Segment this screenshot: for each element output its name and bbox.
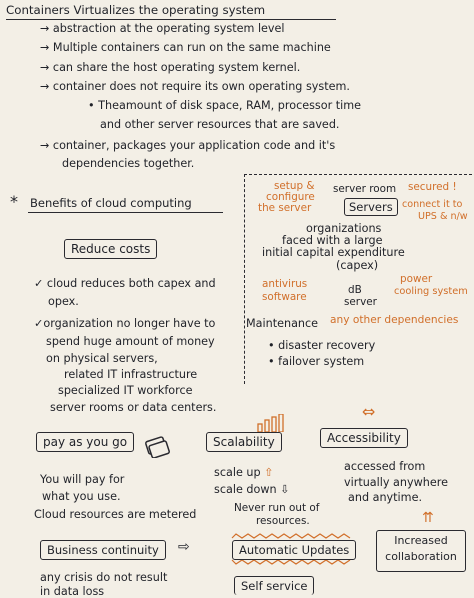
crisis-line-1: any crisis do not result: [40, 571, 168, 584]
double-arrow-icon: ⇔: [362, 402, 376, 421]
cost-point-2-l5: specialized IT workforce: [58, 384, 193, 397]
failover-text: failover system: [278, 355, 365, 368]
servers-box: Servers: [344, 198, 398, 216]
server-room-label: server room: [333, 183, 397, 195]
container-line-5: → container, packages your application code and it's: [40, 139, 336, 152]
self-service-box: Self service: [234, 576, 314, 595]
cost-point-2-l3: on physical servers,: [46, 352, 158, 365]
access-line-1: accessed from: [344, 460, 426, 473]
other-dependencies-label: any other dependencies: [330, 314, 459, 326]
container-line-2: → Multiple containers can run on the same machine: [40, 41, 331, 54]
container-line-1: → abstraction at the operating system level: [40, 22, 285, 35]
panel-left-border: [244, 174, 245, 384]
never-run-out-2: resources.: [256, 515, 310, 527]
scale-down-text: scale down: [214, 483, 277, 496]
scale-up-text: scale up: [214, 466, 261, 479]
org-line-2: faced with a large: [282, 234, 383, 247]
cost-point-2-l6: server rooms or data centers.: [50, 401, 217, 414]
heading-underline: [6, 19, 336, 20]
maintenance-label: Maintenance: [246, 317, 319, 330]
collaboration-line-1: Increased: [394, 534, 448, 547]
money-icon: [144, 436, 170, 458]
cost-point-2-l4: related IT infrastructure: [64, 368, 198, 381]
disaster-recovery-item: [268, 339, 375, 352]
db-label-1: dB: [348, 284, 362, 296]
cost-point-1: ✓ cloud reduces both capex and: [34, 277, 216, 290]
container-sub-2: and other server resources that are saved.: [100, 118, 340, 131]
capex-label: (capex): [336, 259, 379, 272]
panel-top-border: [244, 174, 472, 175]
star-bullet: *: [10, 192, 18, 211]
pay-as-you-go-box: pay as you go: [36, 432, 134, 452]
accessibility-box: Accessibility: [320, 428, 408, 448]
power-label-2: cooling system: [394, 286, 468, 297]
power-label-1: power: [400, 273, 433, 285]
collaboration-line-2: collaboration: [385, 550, 457, 563]
business-continuity-box: Business continuity: [40, 540, 166, 560]
crisis-line-2: in data loss: [40, 585, 105, 598]
right-arrow-icon: ⇨: [178, 539, 190, 555]
antivirus-label-2: software: [262, 291, 307, 303]
container-line-4: → container does not require its own operating system.: [40, 80, 350, 93]
access-line-3: and anytime.: [348, 491, 423, 504]
scalability-bars-icon: [256, 414, 286, 432]
up-arrow-icon: ⇧: [264, 466, 274, 479]
container-sub-1: • Theamount of disk space, RAM, processor time: [88, 99, 362, 112]
benefits-title: Benefits of cloud computing: [30, 196, 192, 210]
disaster-recovery-text: disaster recovery: [278, 339, 376, 352]
cost-point-2-l2: spend huge amount of money: [46, 335, 215, 348]
scalability-box: Scalability: [206, 432, 282, 452]
container-line-5-cont: dependencies together.: [62, 157, 195, 170]
db-label-2: server: [344, 296, 377, 308]
pay-line-3: Cloud resources are metered: [34, 508, 197, 521]
secured-label: secured !: [408, 181, 457, 193]
pay-line-2: what you use.: [42, 490, 121, 503]
connect-label-1: connect it to: [402, 199, 463, 210]
org-line-1: organizations: [306, 222, 382, 235]
setup-label-2: configure: [266, 191, 315, 203]
automatic-updates-box: Automatic Updates: [232, 540, 356, 560]
setup-label-1: setup &: [274, 180, 315, 192]
cost-point-2: ✓organization no longer have to: [34, 317, 216, 330]
setup-label-3: the server: [258, 202, 312, 214]
container-heading: Containers Virtualizes the operating system: [6, 3, 266, 17]
failover-item: [268, 355, 364, 368]
cost-point-1-cont: opex.: [48, 295, 79, 308]
collaboration-box: [376, 530, 466, 572]
container-line-3: → can share the host operating system kernel.: [40, 61, 301, 74]
benefits-underline: [28, 212, 223, 213]
scale-up-label: [214, 466, 274, 479]
pay-line-1: You will pay for: [40, 473, 125, 486]
antivirus-label-1: antivirus: [262, 278, 308, 290]
org-line-3: initial capital expenditure: [262, 246, 405, 259]
connect-label-2: UPS & n/w: [418, 211, 468, 222]
reduce-costs-box: Reduce costs: [64, 239, 157, 259]
never-run-out-1: Never run out of: [234, 502, 320, 514]
down-arrow-icon: ⇩: [280, 483, 290, 496]
access-line-2: virtually anywhere: [344, 476, 448, 489]
scale-down-label: [214, 483, 290, 496]
up-arrows-icon: ⇈: [422, 510, 434, 526]
